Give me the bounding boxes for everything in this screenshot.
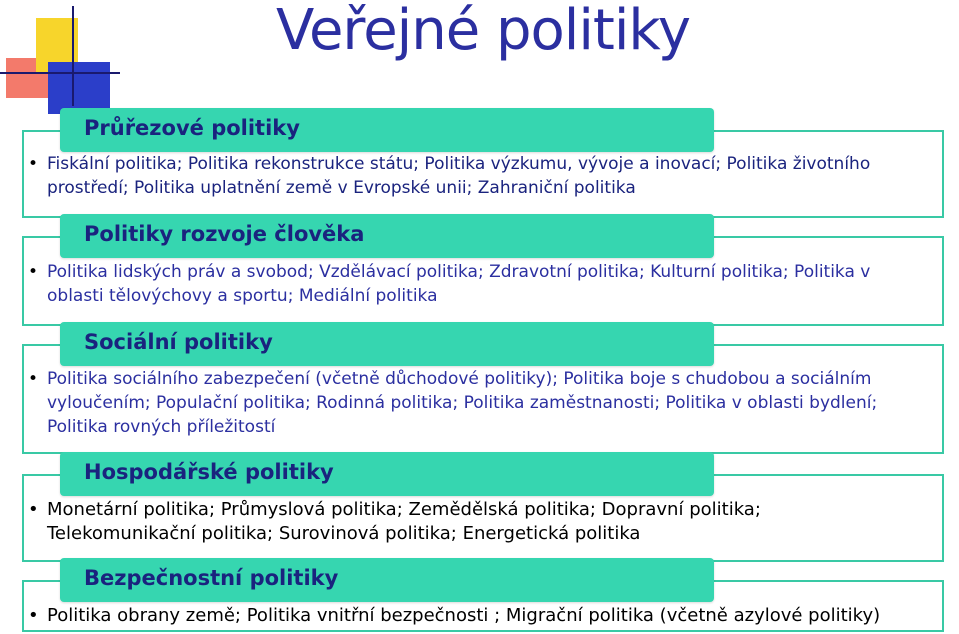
section-bullet-text [28, 367, 908, 439]
decor-blue-square [48, 62, 110, 114]
section-header [60, 322, 714, 366]
bullet-icon: • [28, 369, 39, 389]
section-text: Monetární politika; Průmyslová politika; Zemědělská politika; Dopravní politika; Telekomunikační politika; Surovinová politika; Energetická politika [47, 499, 761, 544]
section-text: Politika sociálního zabezpečení (včetně důchodové politiky); Politika boje s chudobou a sociálním vyloučením; Populační politika; Rodinná politika; Politika zaměstnanosti; Politika v oblasti bydlení; Politika rovných příležitostí [47, 369, 878, 437]
section-bullet-text [28, 260, 898, 308]
page-title: Veřejné politiky [276, 0, 690, 63]
bullet-icon: • [28, 154, 39, 174]
section-bullet-text [28, 152, 898, 200]
section-header [60, 108, 714, 152]
decor-vertical-line [72, 6, 74, 106]
section-heading: Politiky rozvoje člověka [84, 222, 365, 246]
section-rozvoj-cloveka [0, 214, 959, 324]
section-header [60, 214, 714, 258]
bullet-icon: • [28, 605, 39, 626]
section-heading: Průřezové politiky [84, 116, 300, 140]
section-bezpecnostni [0, 558, 959, 634]
section-bullet-text [28, 498, 908, 546]
bullet-icon: • [28, 262, 39, 282]
section-heading: Sociální politiky [84, 330, 273, 354]
bullet-icon: • [28, 499, 39, 520]
decor-horizontal-line [0, 72, 120, 74]
section-text: Fiskální politika; Politika rekonstrukce státu; Politika výzkumu, vývoje a inovací; Politika životního prostředí; Politika uplatnění země v Evropské unii; Zahraniční politika [47, 154, 871, 198]
section-header [60, 452, 714, 496]
section-prurezove [0, 108, 959, 216]
section-bullet-text [28, 604, 938, 628]
section-text: Politika obrany země; Politika vnitřní bezpečnosti ; Migrační politika (včetně azylové politiky) [47, 605, 881, 626]
section-heading: Bezpečnostní politiky [84, 566, 339, 590]
section-heading: Hospodářské politiky [84, 460, 334, 484]
section-header [60, 558, 714, 602]
section-hospodarske [0, 452, 959, 560]
section-socialni [0, 322, 959, 452]
section-text: Politika lidských práv a svobod; Vzdělávací politika; Zdravotní politika; Kulturní politika; Politika v oblasti tělovýchovy a sportu; Mediální politika [47, 262, 871, 306]
